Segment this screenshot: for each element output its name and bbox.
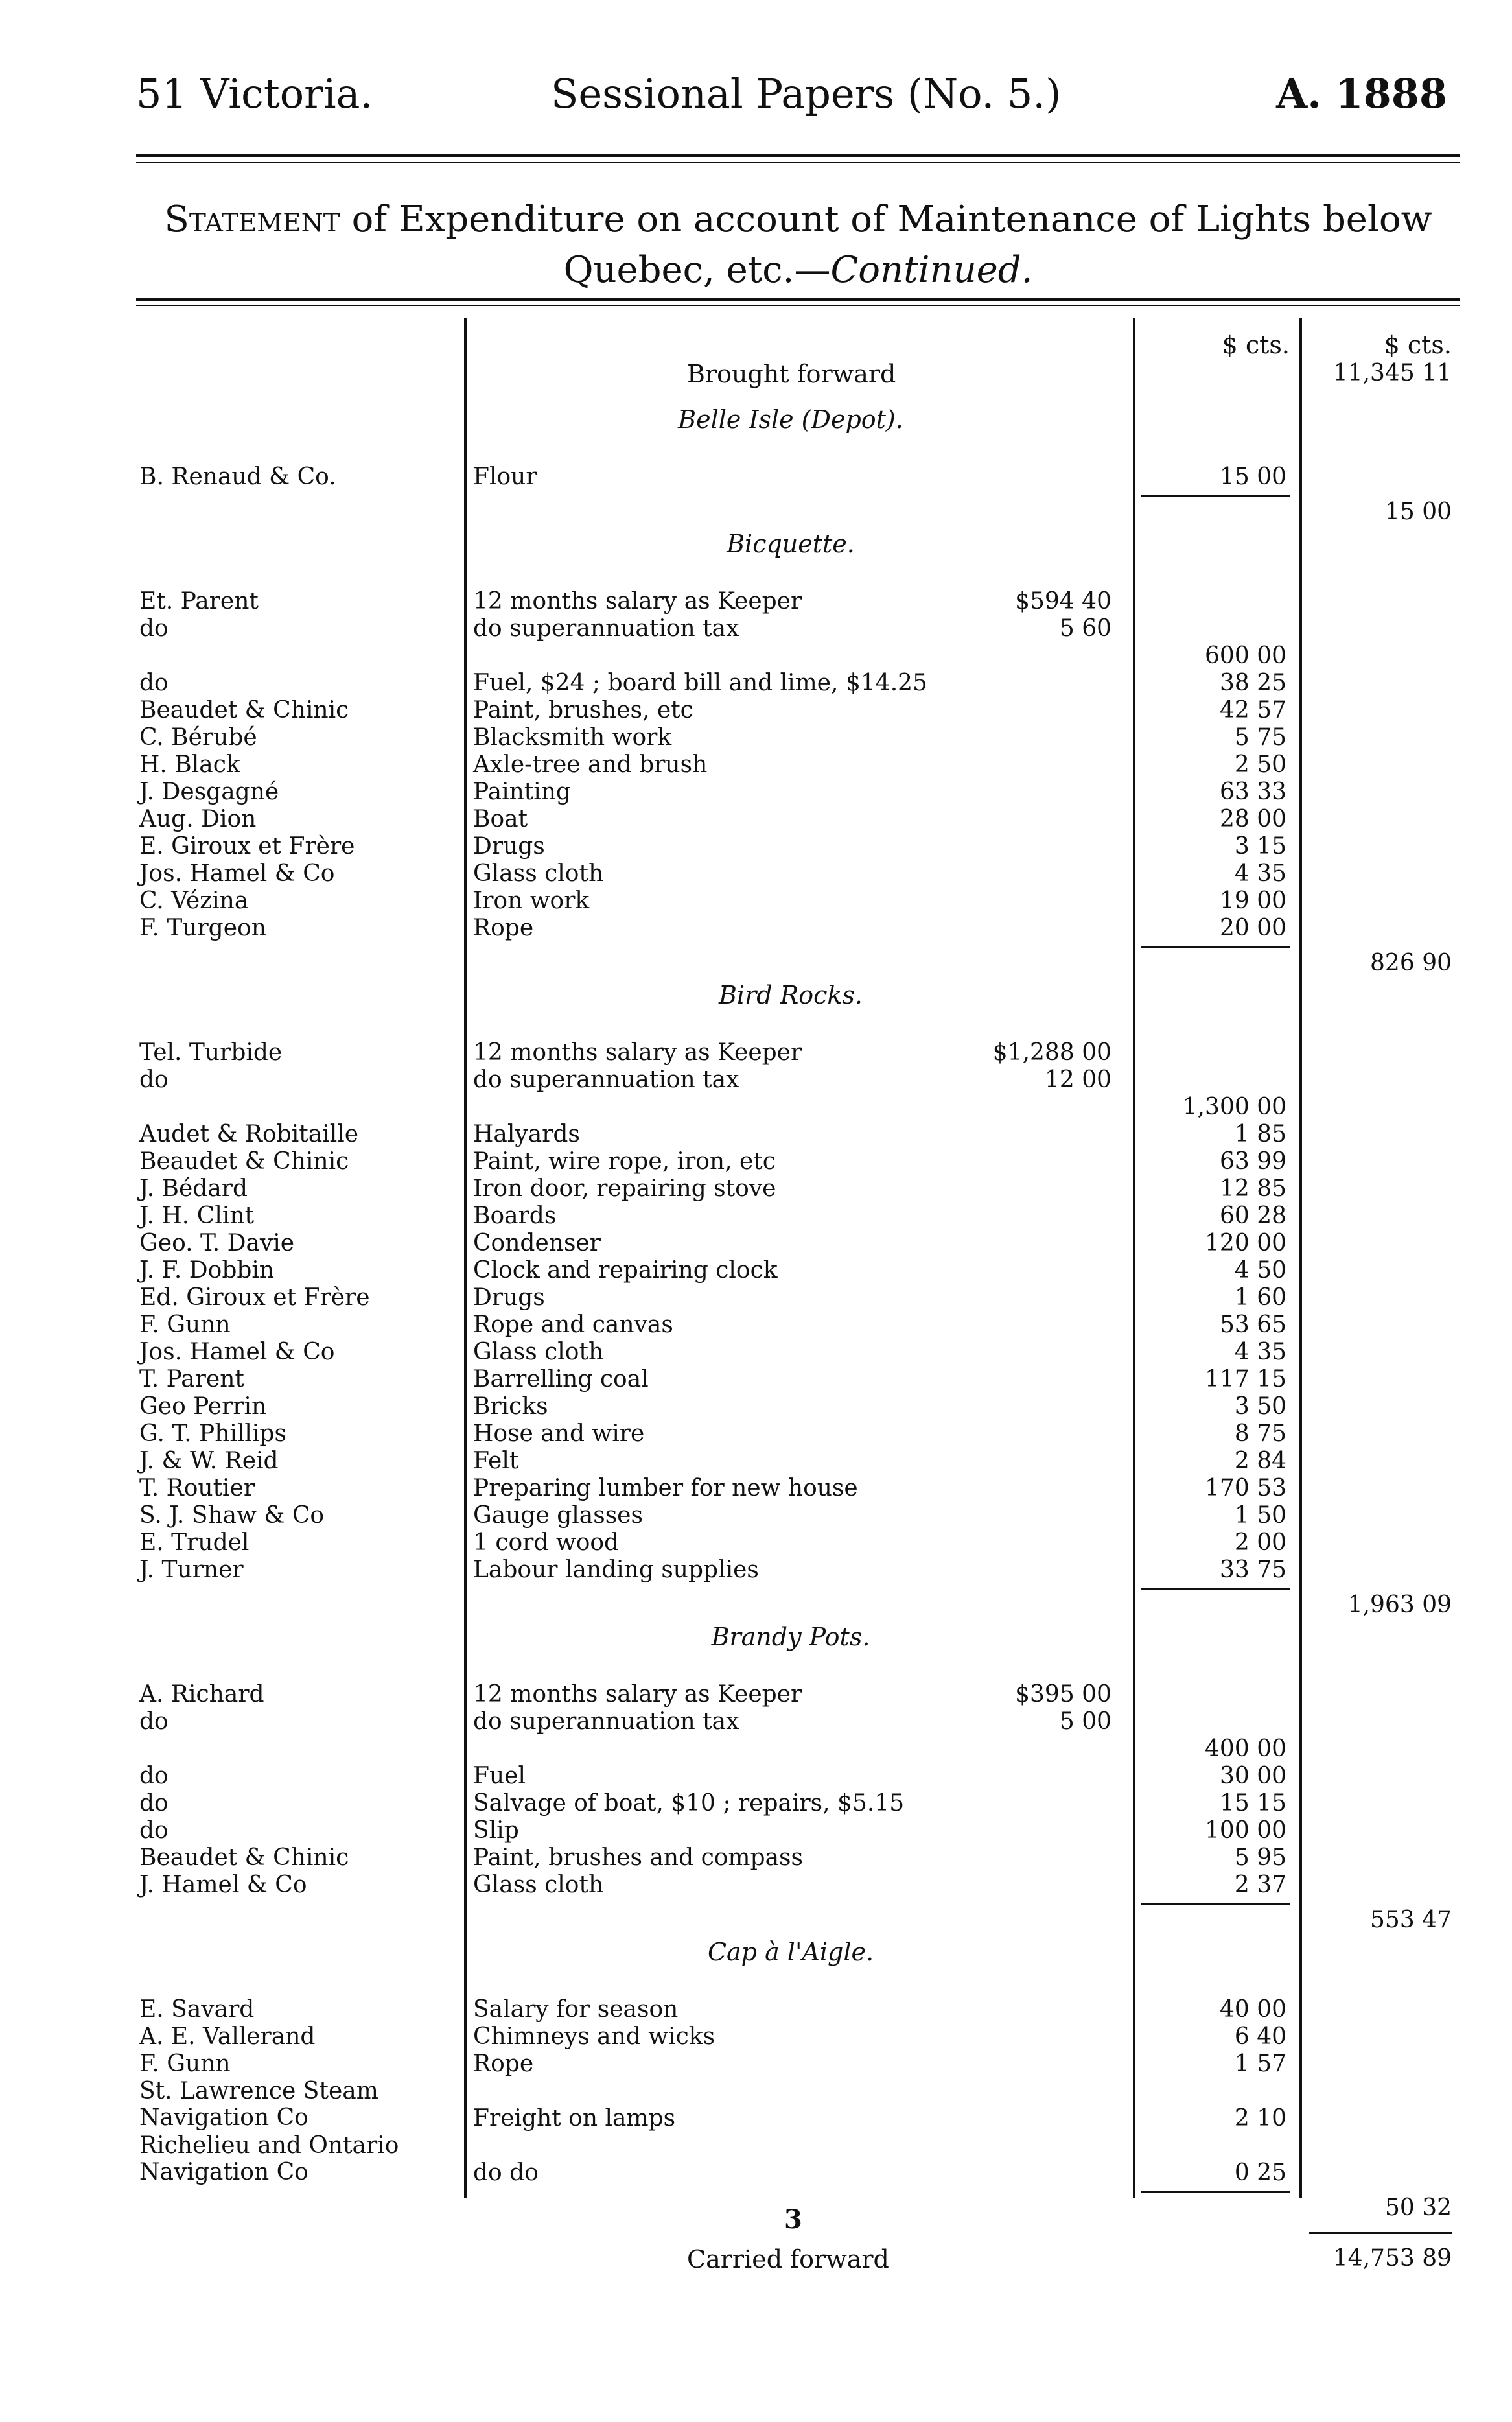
row-amount: 400 00 [1205,1735,1286,1762]
row-payee: E. Giroux et Frère [139,833,355,860]
row-amount: 42 57 [1219,697,1286,723]
row-item: Slip [473,1817,519,1844]
row-amount: 1 85 [1234,1121,1286,1147]
row-payee: S. J. Shaw & Co [139,1502,325,1529]
row-amount: 4 35 [1234,1339,1286,1365]
col-divider-payee [464,318,467,2198]
row-payee: Audet & Robitaille [139,1121,359,1147]
section-name: Cap à l'Aigle. [707,1938,874,1966]
row-amount: 4 50 [1234,1257,1286,1284]
section-subtotal: 826 90 [1370,950,1452,976]
row-payee: Beaudet & Chinic [139,697,349,723]
header-center: Sessional Papers (No. 5.) [551,70,1062,117]
section-rule [1141,2191,1290,2193]
header-left: 51 Victoria. [136,70,373,117]
section-subtotal: 1,963 09 [1347,1592,1452,1618]
row-item: Salvage of boat, $10 ; repairs, $5.15 [473,1790,905,1816]
row-amount: 2 84 [1234,1448,1286,1474]
col-divider-amount [1133,318,1135,2198]
row-inner: $1,288 00 [992,1039,1111,1066]
row-item: Drugs [473,1284,545,1311]
row-item: Barrelling coal [473,1366,649,1393]
row-amount: 19 00 [1219,888,1286,914]
row-payee: E. Trudel [139,1529,250,1556]
row-amount: 28 00 [1219,806,1286,832]
row-item: Halyards [473,1121,580,1147]
row-amount: 1 57 [1234,2051,1286,2077]
row-payee: St. Lawrence Steam Navigation Co [139,2078,378,2131]
row-payee: J. Desgagné [139,779,279,805]
row-item: Boards [473,1203,557,1229]
row-payee: F. Turgeon [139,915,266,941]
row-payee: do [139,1066,169,1093]
row-payee: do [139,615,169,642]
row-amount: 0 25 [1234,2159,1286,2186]
row-payee: T. Routier [139,1475,255,1501]
row-payee: G. T. Phillips [139,1420,286,1447]
row-amount: 60 28 [1219,1203,1286,1229]
row-inner: $395 00 [1015,1681,1111,1708]
row-payee: Ed. Giroux et Frère [139,1284,370,1311]
row-item: Rope and canvas [473,1311,673,1338]
section-subtotal: 553 47 [1370,1907,1452,1933]
section-rule [1141,495,1290,497]
row-item: Paint, brushes and compass [473,1844,804,1871]
row-payee: F. Gunn [139,1311,231,1338]
row-item: Painting [473,779,571,805]
row-amount: 2 10 [1234,2105,1286,2132]
row-amount: 15 00 [1219,464,1286,490]
row-inner: 12 00 [1044,1066,1111,1093]
row-item: Flour [473,464,537,490]
row-amount: 4 35 [1234,860,1286,887]
title-line2a: Quebec, etc.— [563,249,831,291]
row-payee: Jos. Hamel & Co [139,1339,335,1365]
row-item: Freight on lamps [473,2105,676,2132]
title-lead: Statement [164,198,340,241]
row-payee: Beaudet & Chinic [139,1148,349,1175]
row-item: Hose and wire [473,1420,645,1447]
title-rule-thin [136,305,1460,306]
row-payee: Aug. Dion [139,806,257,832]
header-rule [136,154,1460,157]
row-item: Labour landing supplies [473,1557,759,1583]
row-item: 1 cord wood [473,1529,620,1556]
row-amount: 15 15 [1219,1790,1286,1816]
row-item: Axle-tree and brush [473,751,708,778]
carried-forward-label: Carried forward [687,2245,889,2274]
row-amount: 63 33 [1219,779,1286,805]
row-payee: Et. Parent [139,588,259,615]
row-payee: do [139,1763,169,1789]
row-item: Fuel [473,1763,526,1789]
row-payee: E. Savard [139,1996,255,2023]
row-item: Blacksmith work [473,724,672,751]
row-item: 12 months salary as Keeper [473,1681,802,1708]
row-payee: J. Bédard [139,1175,248,1202]
section-name: Brandy Pots. [711,1623,870,1651]
row-item: Glass cloth [473,860,604,887]
row-payee: J. F. Dobbin [139,1257,275,1284]
row-item: Glass cloth [473,1339,604,1365]
section-rule [1141,946,1290,948]
row-amount: 63 99 [1219,1148,1286,1175]
row-item: Gauge glasses [473,1502,643,1529]
row-payee: C. Bérubé [139,724,257,751]
row-payee: A. E. Vallerand [139,2023,316,2050]
row-amount: 5 75 [1234,724,1286,751]
page-number: 3 [784,2204,802,2235]
row-payee: do [139,1708,169,1735]
row-payee: Beaudet & Chinic [139,1844,349,1871]
row-item: Glass cloth [473,1872,604,1898]
row-amount: 8 75 [1234,1420,1286,1447]
row-payee: do [139,670,169,696]
row-amount: 20 00 [1219,915,1286,941]
row-amount: 1 50 [1234,1502,1286,1529]
row-payee: Geo. T. Davie [139,1230,295,1256]
row-item: Fuel, $24 ; board bill and lime, $14.25 [473,670,927,696]
row-payee: Tel. Turbide [139,1039,283,1066]
row-amount: 53 65 [1219,1311,1286,1338]
row-payee: do [139,1817,169,1844]
row-payee: B. Renaud & Co. [139,464,336,490]
row-item: do do [473,2159,539,2186]
row-amount: 600 00 [1205,642,1286,669]
row-item: Paint, wire rope, iron, etc [473,1148,776,1175]
row-amount: 5 95 [1234,1844,1286,1871]
row-payee: J. Hamel & Co [139,1872,307,1898]
row-item: Felt [473,1448,519,1474]
row-item: do superannuation tax [473,1708,739,1735]
row-payee: A. Richard [139,1681,264,1708]
row-item: Condenser [473,1230,601,1256]
row-item: Iron door, repairing stove [473,1175,776,1202]
row-item: Rope [473,2051,534,2077]
row-amount: 33 75 [1219,1557,1286,1583]
row-item: Salary for season [473,1996,679,2023]
row-payee: J. Turner [139,1557,244,1583]
col-head-b: $ cts. [1384,331,1452,359]
brought-forward-total: 11,345 11 [1332,360,1452,386]
row-item: Preparing lumber for new house [473,1475,858,1501]
row-payee: H. Black [139,751,240,778]
section-name: Bicquette. [727,530,855,558]
col-head-a: $ cts. [1222,331,1290,359]
row-payee: Geo Perrin [139,1393,267,1420]
row-item: Paint, brushes, etc [473,697,693,723]
row-inner: $594 40 [1015,588,1111,615]
row-amount: 12 85 [1219,1175,1286,1202]
row-item: Iron work [473,888,590,914]
section-rule [1141,1903,1290,1905]
page-title [136,194,1460,296]
row-amount: 40 00 [1219,1996,1286,2023]
row-item: Chimneys and wicks [473,2023,715,2050]
row-inner: 5 00 [1059,1708,1111,1735]
row-inner: 5 60 [1059,615,1111,642]
row-payee: Richelieu and Ontario Navigation Co [139,2132,399,2185]
row-payee: F. Gunn [139,2051,231,2077]
row-amount: 2 50 [1234,751,1286,778]
row-payee: J. H. Clint [139,1203,255,1229]
section-name: Belle Isle (Depot). [678,405,903,434]
row-amount: 117 15 [1205,1366,1286,1393]
total-rule [1309,2232,1452,2234]
row-amount: 30 00 [1219,1763,1286,1789]
row-payee: J. & W. Reid [139,1448,279,1474]
title-rule [136,298,1460,301]
row-amount: 120 00 [1205,1230,1286,1256]
row-amount: 1 60 [1234,1284,1286,1311]
row-amount: 2 00 [1234,1529,1286,1556]
row-payee: T. Parent [139,1366,244,1393]
col-divider-total [1299,318,1302,2198]
header-right: A. 1888 [1276,70,1447,117]
section-subtotal: 50 32 [1384,2194,1452,2221]
row-amount: 38 25 [1219,670,1286,696]
row-item: Rope [473,915,534,941]
row-item: Clock and repairing clock [473,1257,778,1284]
section-subtotal: 15 00 [1384,499,1452,525]
row-payee: do [139,1790,169,1816]
row-amount: 100 00 [1205,1817,1286,1844]
row-amount: 170 53 [1205,1475,1286,1501]
header-rule-thin [136,162,1460,163]
brought-forward-label: Brought forward [687,360,896,388]
row-amount: 3 50 [1234,1393,1286,1420]
title-line2b: Continued. [830,249,1033,291]
section-name: Bird Rocks. [718,981,863,1009]
carried-forward-total: 14,753 89 [1332,2245,1452,2272]
row-payee: Jos. Hamel & Co [139,860,335,887]
row-amount: 1,300 00 [1182,1094,1286,1120]
row-item: Drugs [473,833,545,860]
row-item: Boat [473,806,528,832]
row-amount: 3 15 [1234,833,1286,860]
row-item: 12 months salary as Keeper [473,1039,802,1066]
row-item: do superannuation tax [473,1066,739,1093]
row-item: 12 months salary as Keeper [473,588,802,615]
section-rule [1141,1588,1290,1590]
row-item: do superannuation tax [473,615,739,642]
title-rest: of Expenditure on account of Maintenance of Lights below [340,198,1432,241]
row-amount: 6 40 [1234,2023,1286,2050]
row-amount: 2 37 [1234,1872,1286,1898]
row-item: Bricks [473,1393,548,1420]
row-payee: C. Vézina [139,888,249,914]
